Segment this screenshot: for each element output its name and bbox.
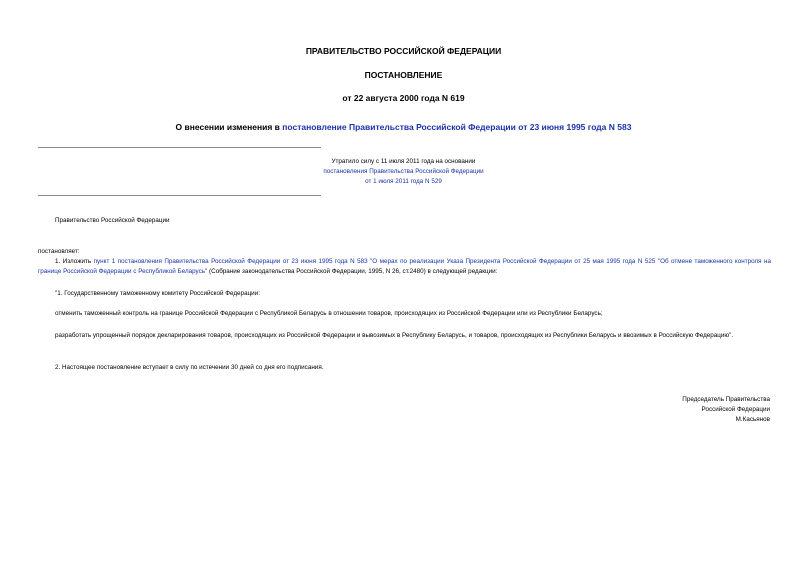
title-prefix: О внесении изменения в bbox=[175, 122, 283, 132]
date-number-heading: от 22 августа 2000 года N 619 bbox=[342, 93, 465, 103]
quote-clause-b: разработать упрощенный порядок декларирования товаров, происходящих из Российской Федерации и вывозимых в Республику Беларусь, и товаров, происходящих из Республики Беларусь и ввозимых в Российскую Федерацию". bbox=[55, 332, 734, 339]
bottom-divider bbox=[38, 195, 321, 196]
signature-name: М.Касьянов bbox=[735, 416, 770, 423]
item-2-paragraph: 2. Настоящее постановление вступает в силу по истечении 30 дней со дня его подписания. bbox=[55, 364, 324, 371]
quote-clause-a: отменить таможенный контроль на границе Российской Федерации с Республикой Беларусь в отношении товаров, происходящих из Российской Федерации или из Республики Беларусь; bbox=[55, 310, 603, 317]
status-note-link-line[interactable]: от 1 июля 2011 года N 529 bbox=[365, 178, 442, 185]
resolves-line: постановляет: bbox=[38, 248, 80, 255]
document-title bbox=[0, 122, 807, 132]
top-divider bbox=[38, 147, 321, 148]
status-note-link-line[interactable]: постановления Правительства Российской Федерации bbox=[323, 168, 484, 175]
quote-intro: "1. Государственному таможенному комитету Российской Федерации: bbox=[55, 290, 260, 297]
authority-heading: ПРАВИТЕЛЬСТВО РОССИЙСКОЙ ФЕДЕРАЦИИ bbox=[305, 46, 502, 56]
item-1-suffix: (Собрание законодательства Российской Федерации, 1995, N 26, ст.2480) в следующей редакции: bbox=[207, 268, 498, 275]
signature-org: Российской Федерации bbox=[701, 406, 770, 413]
item-1-paragraph bbox=[38, 257, 771, 277]
item-1-prefix: 1. Изложить bbox=[55, 258, 94, 265]
signature-block bbox=[560, 395, 770, 425]
status-note-line: Утратило силу с 11 июля 2011 года на основании bbox=[331, 158, 476, 165]
item-1-link[interactable]: пункт 1 постановления Правительства Российской Федерации от 23 июня 1995 года N 583 "О мерах по реализации Указа Президента Российской Федерации от 25 мая 1995 года N 525 "Об отмене таможенного контроля на границе Российской Федерации с Республикой Беларусь" bbox=[38, 258, 771, 275]
title-link[interactable]: постановление Правительства Российской Федерации от 23 июня 1995 года N 583 bbox=[282, 122, 632, 132]
signature-title: Председатель Правительства bbox=[682, 396, 770, 403]
document-type-heading: ПОСТАНОВЛЕНИЕ bbox=[364, 70, 443, 80]
government-line: Правительство Российской Федерации bbox=[55, 217, 170, 224]
status-note bbox=[300, 157, 507, 187]
